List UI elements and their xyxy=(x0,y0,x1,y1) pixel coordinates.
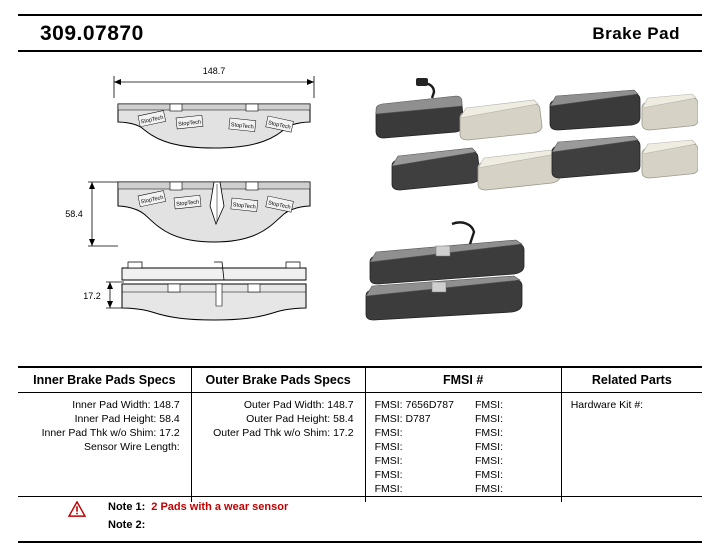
fmsi-row xyxy=(367,440,560,454)
related-parts-cell xyxy=(561,393,702,503)
column-header-fmsi: FMSI # xyxy=(365,367,561,393)
svg-text:StopTech: StopTech xyxy=(177,119,202,128)
product-photos xyxy=(348,74,698,344)
product-illustration-area xyxy=(18,56,702,356)
note-1-text: 2 Pads with a wear sensor xyxy=(151,501,289,513)
fmsi-left-value: FMSI: D787 xyxy=(374,413,431,425)
fmsi-row xyxy=(367,398,560,412)
fmsi-right-value: FMSI: xyxy=(475,483,503,495)
svg-text:148.7: 148.7 xyxy=(202,66,226,76)
svg-text:StopTech: StopTech xyxy=(175,199,200,208)
table-body-row xyxy=(18,393,702,503)
svg-text:StopTech: StopTech xyxy=(230,122,254,131)
svg-text:StopTech: StopTech xyxy=(232,202,256,211)
fmsi-row xyxy=(367,482,560,496)
inner-spec-line: Inner Pad Height: 58.4 xyxy=(74,413,180,425)
fmsi-right-value: FMSI: xyxy=(475,455,503,467)
page-header xyxy=(18,14,702,52)
svg-text:StopTech: StopTech xyxy=(267,200,292,211)
outer-specs-cell xyxy=(191,393,365,503)
notes-section xyxy=(18,497,702,543)
note-2-row xyxy=(108,519,151,531)
note-1-label: Note 1: xyxy=(108,501,146,513)
column-header-related-parts: Related Parts xyxy=(561,367,702,393)
fmsi-left-value: FMSI: xyxy=(374,427,403,439)
fmsi-right-value: FMSI: xyxy=(475,413,503,425)
related-part-line: Hardware Kit #: xyxy=(570,399,644,411)
fmsi-left-value: FMSI: xyxy=(374,441,403,453)
outer-spec-line: Outer Pad Thk w/o Shim: 17.2 xyxy=(213,427,354,439)
inner-specs-cell xyxy=(18,393,191,503)
fmsi-left-value: FMSI: 7656D787 xyxy=(374,399,454,411)
fmsi-left-value: FMSI: xyxy=(374,469,403,481)
fmsi-row xyxy=(367,426,560,440)
page-title: Brake Pad xyxy=(592,24,680,43)
specs-table xyxy=(18,366,702,502)
note-1-row xyxy=(108,501,288,513)
part-number: 309.07870 xyxy=(40,22,144,45)
fmsi-row xyxy=(367,454,560,468)
svg-text:StopTech: StopTech xyxy=(267,120,292,131)
technical-drawing xyxy=(18,56,358,356)
fmsi-left-value: FMSI: xyxy=(374,483,403,495)
svg-text:58.4: 58.4 xyxy=(65,209,83,219)
fmsi-right-value: FMSI: xyxy=(475,427,503,439)
warning-icon xyxy=(68,501,86,517)
fmsi-right-value: FMSI: xyxy=(475,399,503,411)
inner-spec-line: Sensor Wire Length: xyxy=(83,441,180,453)
svg-text:17.2: 17.2 xyxy=(83,291,101,301)
fmsi-cell xyxy=(365,393,561,503)
svg-text:StopTech: StopTech xyxy=(140,114,165,126)
outer-spec-line: Outer Pad Height: 58.4 xyxy=(246,413,354,425)
fmsi-row xyxy=(367,468,560,482)
fmsi-right-value: FMSI: xyxy=(475,469,503,481)
outer-spec-line: Outer Pad Width: 148.7 xyxy=(243,399,354,411)
column-header-inner-specs: Inner Brake Pads Specs xyxy=(18,367,191,393)
inner-spec-line: Inner Pad Width: 148.7 xyxy=(72,399,180,411)
svg-text:StopTech: StopTech xyxy=(140,194,165,206)
inner-spec-line: Inner Pad Thk w/o Shim: 17.2 xyxy=(41,427,180,439)
note-2-label: Note 2: xyxy=(108,519,146,531)
table-header-row xyxy=(18,367,702,393)
column-header-outer-specs: Outer Brake Pads Specs xyxy=(191,367,365,393)
fmsi-row xyxy=(367,412,560,426)
fmsi-left-value: FMSI: xyxy=(374,455,403,467)
fmsi-right-value: FMSI: xyxy=(475,441,503,453)
